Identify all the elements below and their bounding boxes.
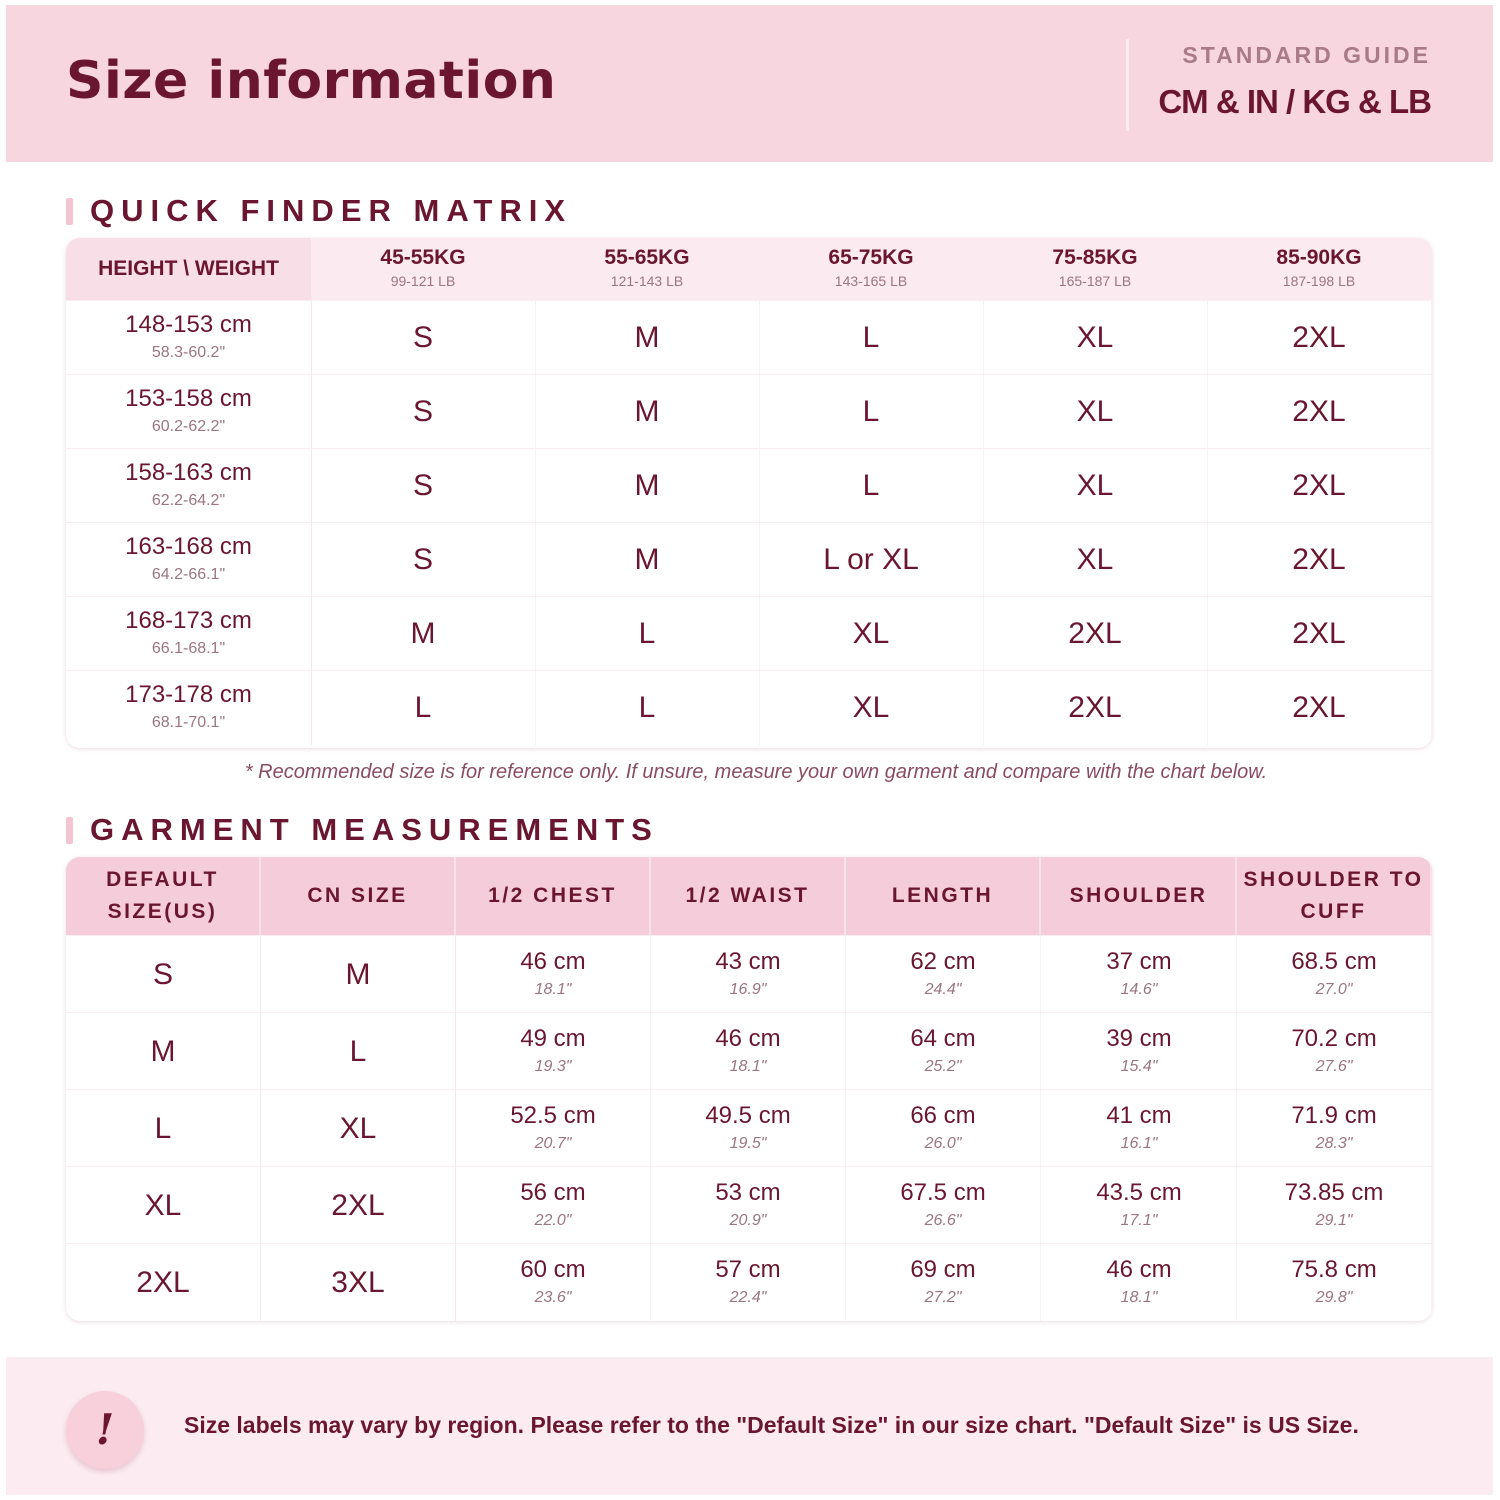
recommended-size: XL [759, 597, 984, 671]
weight-lb-label: 99-121 LB [390, 273, 456, 289]
matrix-row [66, 596, 1432, 671]
measurement-cm: 43.5 cm [1096, 1179, 1182, 1206]
measurement-cell [1237, 1244, 1432, 1321]
height-label [66, 301, 312, 375]
garment-column-header: SHOULDER [1042, 857, 1237, 935]
measurement-in: 18.1" [729, 1058, 767, 1075]
recommended-size: M [311, 597, 536, 671]
recommended-size: XL [983, 449, 1208, 523]
measurement-in: 26.6" [924, 1212, 962, 1229]
measurement-cell [846, 1090, 1041, 1167]
measurement-in: 22.4" [729, 1289, 767, 1306]
measurement-cm: 57 cm [715, 1256, 781, 1283]
garment-column-header: DEFAULT SIZE(US) [66, 857, 261, 935]
recommended-size: S [311, 449, 536, 523]
height-cm: 173-178 cm [125, 681, 252, 708]
measurement-cm: 70.2 cm [1291, 1025, 1377, 1052]
garment-row [66, 1012, 1432, 1090]
measurement-cm: 49.5 cm [705, 1102, 791, 1129]
recommended-size: L [535, 671, 760, 745]
measurement-in: 18.1" [534, 981, 572, 998]
recommended-size: S [311, 523, 536, 597]
matrix-row [66, 374, 1432, 449]
measurement-in: 18.1" [1120, 1289, 1158, 1306]
weight-kg-label: 45-55KG [380, 246, 466, 269]
page-title: Size information [66, 51, 557, 111]
height-in: 66.1-68.1" [151, 640, 226, 657]
measurement-cell [1042, 1013, 1237, 1090]
measurement-cell [1237, 1013, 1432, 1090]
measurement-cell [456, 936, 651, 1013]
section-accent-bar [66, 817, 73, 844]
measurement-cm: 62 cm [910, 948, 976, 975]
measurement-cm: 60 cm [520, 1256, 586, 1283]
recommended-size: 2XL [1207, 375, 1432, 449]
matrix-section-title: QUICK FINDER MATRIX [90, 193, 573, 228]
garment-row [66, 1243, 1432, 1321]
measurement-cm: 41 cm [1106, 1102, 1172, 1129]
measurement-in: 17.1" [1120, 1212, 1158, 1229]
height-in: 62.2-64.2" [151, 492, 226, 509]
height-label [66, 597, 312, 671]
cn-size: 3XL [261, 1244, 456, 1321]
recommended-size: XL [983, 301, 1208, 375]
measurement-in: 26.0" [924, 1135, 962, 1152]
recommended-size: XL [983, 375, 1208, 449]
recommended-size: 2XL [1207, 449, 1432, 523]
exclamation-icon: ! [66, 1391, 144, 1469]
matrix-corner-label: HEIGHT \ WEIGHT [66, 238, 311, 300]
weight-column-header [1207, 238, 1431, 300]
measurement-in: 14.6" [1120, 981, 1158, 998]
footer-notice [6, 1357, 1493, 1495]
recommended-size: S [311, 375, 536, 449]
recommended-size: M [535, 301, 760, 375]
recommended-size: M [535, 375, 760, 449]
section-accent-bar [66, 198, 73, 225]
weight-kg-label: 85-90KG [1276, 246, 1362, 269]
quick-finder-matrix [66, 238, 1432, 748]
height-label [66, 523, 312, 597]
measurement-in: 23.6" [534, 1289, 572, 1306]
measurement-cell [651, 936, 846, 1013]
measurement-cm: 49 cm [520, 1025, 586, 1052]
measurement-cm: 56 cm [520, 1179, 586, 1206]
measurement-cell [456, 1244, 651, 1321]
measurement-cm: 64 cm [910, 1025, 976, 1052]
measurement-in: 20.7" [534, 1135, 572, 1152]
us-size: XL [66, 1167, 261, 1244]
recommended-size: L [759, 375, 984, 449]
header-divider [1126, 39, 1129, 131]
measurement-cm: 68.5 cm [1291, 948, 1377, 975]
height-cm: 158-163 cm [125, 459, 252, 486]
height-in: 64.2-66.1" [151, 566, 226, 583]
size-guide-page [6, 5, 1493, 1495]
height-label [66, 375, 312, 449]
matrix-header-row [66, 238, 1432, 300]
cn-size: 2XL [261, 1167, 456, 1244]
height-cm: 168-173 cm [125, 607, 252, 634]
recommended-size: 2XL [1207, 523, 1432, 597]
height-in: 60.2-62.2" [151, 418, 226, 435]
measurement-cell [456, 1090, 651, 1167]
height-label [66, 449, 312, 523]
measurement-cm: 37 cm [1106, 948, 1172, 975]
recommended-size: L [759, 449, 984, 523]
measurement-cm: 69 cm [910, 1256, 976, 1283]
garment-row [66, 1166, 1432, 1244]
measurement-in: 15.4" [1120, 1058, 1158, 1075]
measurement-cm: 66 cm [910, 1102, 976, 1129]
garment-row [66, 1089, 1432, 1167]
garment-row [66, 935, 1432, 1013]
measurement-cm: 46 cm [1106, 1256, 1172, 1283]
measurement-cm: 39 cm [1106, 1025, 1172, 1052]
recommended-size: 2XL [1207, 301, 1432, 375]
measurement-cell [651, 1167, 846, 1244]
measurement-cm: 43 cm [715, 948, 781, 975]
measurement-in: 29.8" [1315, 1289, 1353, 1306]
measurement-cell [456, 1013, 651, 1090]
us-size: S [66, 936, 261, 1013]
height-in: 58.3-60.2" [151, 344, 226, 361]
height-cm: 148-153 cm [125, 311, 252, 338]
measurement-cell [1042, 936, 1237, 1013]
measurement-cell [846, 1244, 1041, 1321]
measurement-in: 27.6" [1315, 1058, 1353, 1075]
height-in: 68.1-70.1" [151, 714, 226, 731]
measurement-in: 24.4" [924, 981, 962, 998]
measurement-cell [651, 1090, 846, 1167]
measurement-in: 16.9" [729, 981, 767, 998]
garment-column-header: SHOULDER TO CUFF [1237, 857, 1432, 935]
measurement-in: 27.0" [1315, 981, 1353, 998]
footer-text: Size labels may vary by region. Please refer to the "Default Size" in our size chart. "Default Size" is US Size. [184, 1412, 1359, 1438]
recommended-size: L or XL [759, 523, 984, 597]
weight-lb-label: 165-187 LB [1058, 273, 1132, 289]
us-size: L [66, 1090, 261, 1167]
height-cm: 153-158 cm [125, 385, 252, 412]
unit-label: CM & IN / KG & LB [1158, 83, 1431, 120]
measurement-cm: 67.5 cm [900, 1179, 986, 1206]
recommended-size: M [535, 523, 760, 597]
measurement-cell [1237, 936, 1432, 1013]
measurement-cm: 46 cm [715, 1025, 781, 1052]
recommendation-note: * Recommended size is for reference only. If unsure, measure your own garment and compare with the chart below. [244, 761, 1268, 783]
recommended-size: L [759, 301, 984, 375]
garment-column-header: CN SIZE [261, 857, 456, 935]
measurement-cell [1237, 1090, 1432, 1167]
recommended-size: L [311, 671, 536, 745]
measurement-cell [651, 1013, 846, 1090]
measurement-in: 28.3" [1315, 1135, 1353, 1152]
cn-size: XL [261, 1090, 456, 1167]
measurement-cell [846, 1013, 1041, 1090]
measurement-cell [1042, 1090, 1237, 1167]
garment-section-title: GARMENT MEASUREMENTS [90, 812, 659, 847]
recommended-size: 2XL [983, 671, 1208, 745]
weight-column-header [759, 238, 983, 300]
measurement-cm: 71.9 cm [1291, 1102, 1377, 1129]
measurement-cell [1042, 1167, 1237, 1244]
matrix-row [66, 300, 1432, 375]
weight-lb-label: 121-143 LB [610, 273, 684, 289]
garment-column-header: 1/2 CHEST [456, 857, 651, 935]
height-cm: 163-168 cm [125, 533, 252, 560]
garment-column-header: 1/2 WAIST [651, 857, 846, 935]
garment-header-row [66, 857, 1432, 935]
garment-measurements-table [66, 857, 1432, 1321]
matrix-row [66, 448, 1432, 523]
measurement-in: 19.5" [729, 1135, 767, 1152]
measurement-in: 25.2" [924, 1058, 962, 1075]
cn-size: M [261, 936, 456, 1013]
matrix-row [66, 670, 1432, 745]
measurement-cm: 75.8 cm [1291, 1256, 1377, 1283]
measurement-cell [846, 936, 1041, 1013]
weight-kg-label: 75-85KG [1052, 246, 1138, 269]
measurement-cell [456, 1167, 651, 1244]
weight-column-header [983, 238, 1207, 300]
measurement-in: 29.1" [1315, 1212, 1353, 1229]
guide-label: STANDARD GUIDE [1182, 42, 1431, 68]
measurement-cell [846, 1167, 1041, 1244]
recommended-size: L [535, 597, 760, 671]
measurement-in: 22.0" [534, 1212, 572, 1229]
matrix-row [66, 522, 1432, 597]
cn-size: L [261, 1013, 456, 1090]
measurement-in: 27.2" [924, 1289, 962, 1306]
us-size: M [66, 1013, 261, 1090]
recommended-size: 2XL [1207, 597, 1432, 671]
weight-kg-label: 55-65KG [604, 246, 690, 269]
weight-column-header [311, 238, 535, 300]
recommended-size: 2XL [1207, 671, 1432, 745]
measurement-cell [1237, 1167, 1432, 1244]
measurement-cm: 46 cm [520, 948, 586, 975]
recommended-size: XL [759, 671, 984, 745]
weight-lb-label: 143-165 LB [834, 273, 908, 289]
measurement-cm: 52.5 cm [510, 1102, 596, 1129]
recommended-size: 2XL [983, 597, 1208, 671]
measurement-in: 19.3" [534, 1058, 572, 1075]
weight-column-header [535, 238, 759, 300]
measurement-cell [1042, 1244, 1237, 1321]
measurement-in: 16.1" [1120, 1135, 1158, 1152]
recommended-size: XL [983, 523, 1208, 597]
measurement-cell [651, 1244, 846, 1321]
weight-lb-label: 187-198 LB [1282, 273, 1356, 289]
measurement-cm: 73.85 cm [1284, 1179, 1384, 1206]
recommended-size: M [535, 449, 760, 523]
us-size: 2XL [66, 1244, 261, 1321]
measurement-in: 20.9" [729, 1212, 767, 1229]
weight-kg-label: 65-75KG [828, 246, 914, 269]
measurement-cm: 53 cm [715, 1179, 781, 1206]
recommended-size: S [311, 301, 536, 375]
height-label [66, 671, 312, 745]
header-banner [6, 5, 1493, 162]
garment-column-header: LENGTH [846, 857, 1041, 935]
